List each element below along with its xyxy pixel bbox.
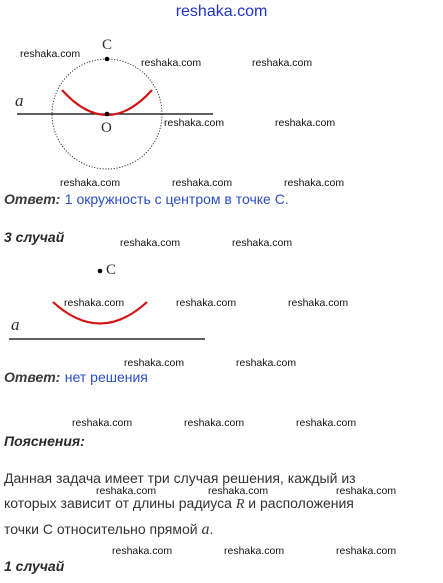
explanation-line-3-start: точки С относительно прямой — [4, 521, 202, 537]
explanation-line-1: Данная задача имеет три случая решения, каждый из — [4, 470, 356, 486]
watermark: reshaka.com — [288, 297, 349, 309]
watermark: reshaka.com — [296, 417, 357, 429]
answer-1-text: 1 окружность с центром в точке С. — [64, 191, 289, 207]
answer-1-label: Ответ: — [4, 191, 61, 207]
explanation-line-2-end: и расположения — [244, 495, 354, 511]
watermark: reshaka.com — [60, 177, 121, 189]
label-o: O — [101, 120, 112, 136]
label-c-2: C — [106, 262, 117, 278]
watermark: reshaka.com — [141, 57, 202, 69]
answer-2-text: нет решения — [64, 369, 148, 385]
explanation-heading: Пояснения: — [4, 433, 85, 449]
watermark: reshaka.com — [184, 417, 245, 429]
watermark: reshaka.com — [224, 545, 285, 557]
watermark: reshaka.com — [176, 297, 237, 309]
watermark: reshaka.com — [232, 237, 293, 249]
explanation-line-2 — [4, 495, 354, 513]
label-a: a — [15, 91, 24, 110]
site-title[interactable]: reshaka.com — [175, 3, 268, 20]
watermark: reshaka.com — [164, 117, 225, 129]
point-c-2 — [98, 269, 103, 274]
answer-2 — [4, 369, 148, 387]
point-c — [105, 57, 110, 62]
label-c: C — [102, 37, 113, 53]
watermark: reshaka.com — [64, 297, 125, 309]
watermark: reshaka.com — [236, 357, 297, 369]
watermark: reshaka.com — [124, 357, 185, 369]
explanation-line-2-start: которых зависит от длины радиуса — [4, 495, 236, 511]
answer-1 — [4, 191, 289, 209]
case-3-heading: 3 случай — [4, 229, 65, 245]
watermark: reshaka.com — [112, 545, 173, 557]
watermark: reshaka.com — [336, 485, 397, 497]
red-arc — [62, 90, 152, 115]
var-a: a — [201, 521, 210, 538]
watermark: reshaka.com — [208, 485, 269, 497]
watermark: reshaka.com — [275, 117, 336, 129]
watermark: reshaka.com — [336, 545, 397, 557]
watermark: reshaka.com — [252, 57, 313, 69]
watermark: reshaka.com — [96, 485, 157, 497]
label-a-2: a — [11, 315, 20, 334]
case-1-heading: 1 случай — [4, 558, 65, 574]
answer-2-label: Ответ: — [4, 369, 61, 385]
watermark: reshaka.com — [284, 177, 345, 189]
watermark: reshaka.com — [20, 48, 81, 60]
watermark: reshaka.com — [72, 417, 133, 429]
explanation-line-3-end: . — [209, 521, 214, 537]
explanation-line-3 — [4, 521, 213, 539]
watermark: reshaka.com — [172, 177, 233, 189]
var-r: R — [235, 497, 245, 512]
watermark: reshaka.com — [120, 237, 181, 249]
point-o — [105, 112, 110, 117]
